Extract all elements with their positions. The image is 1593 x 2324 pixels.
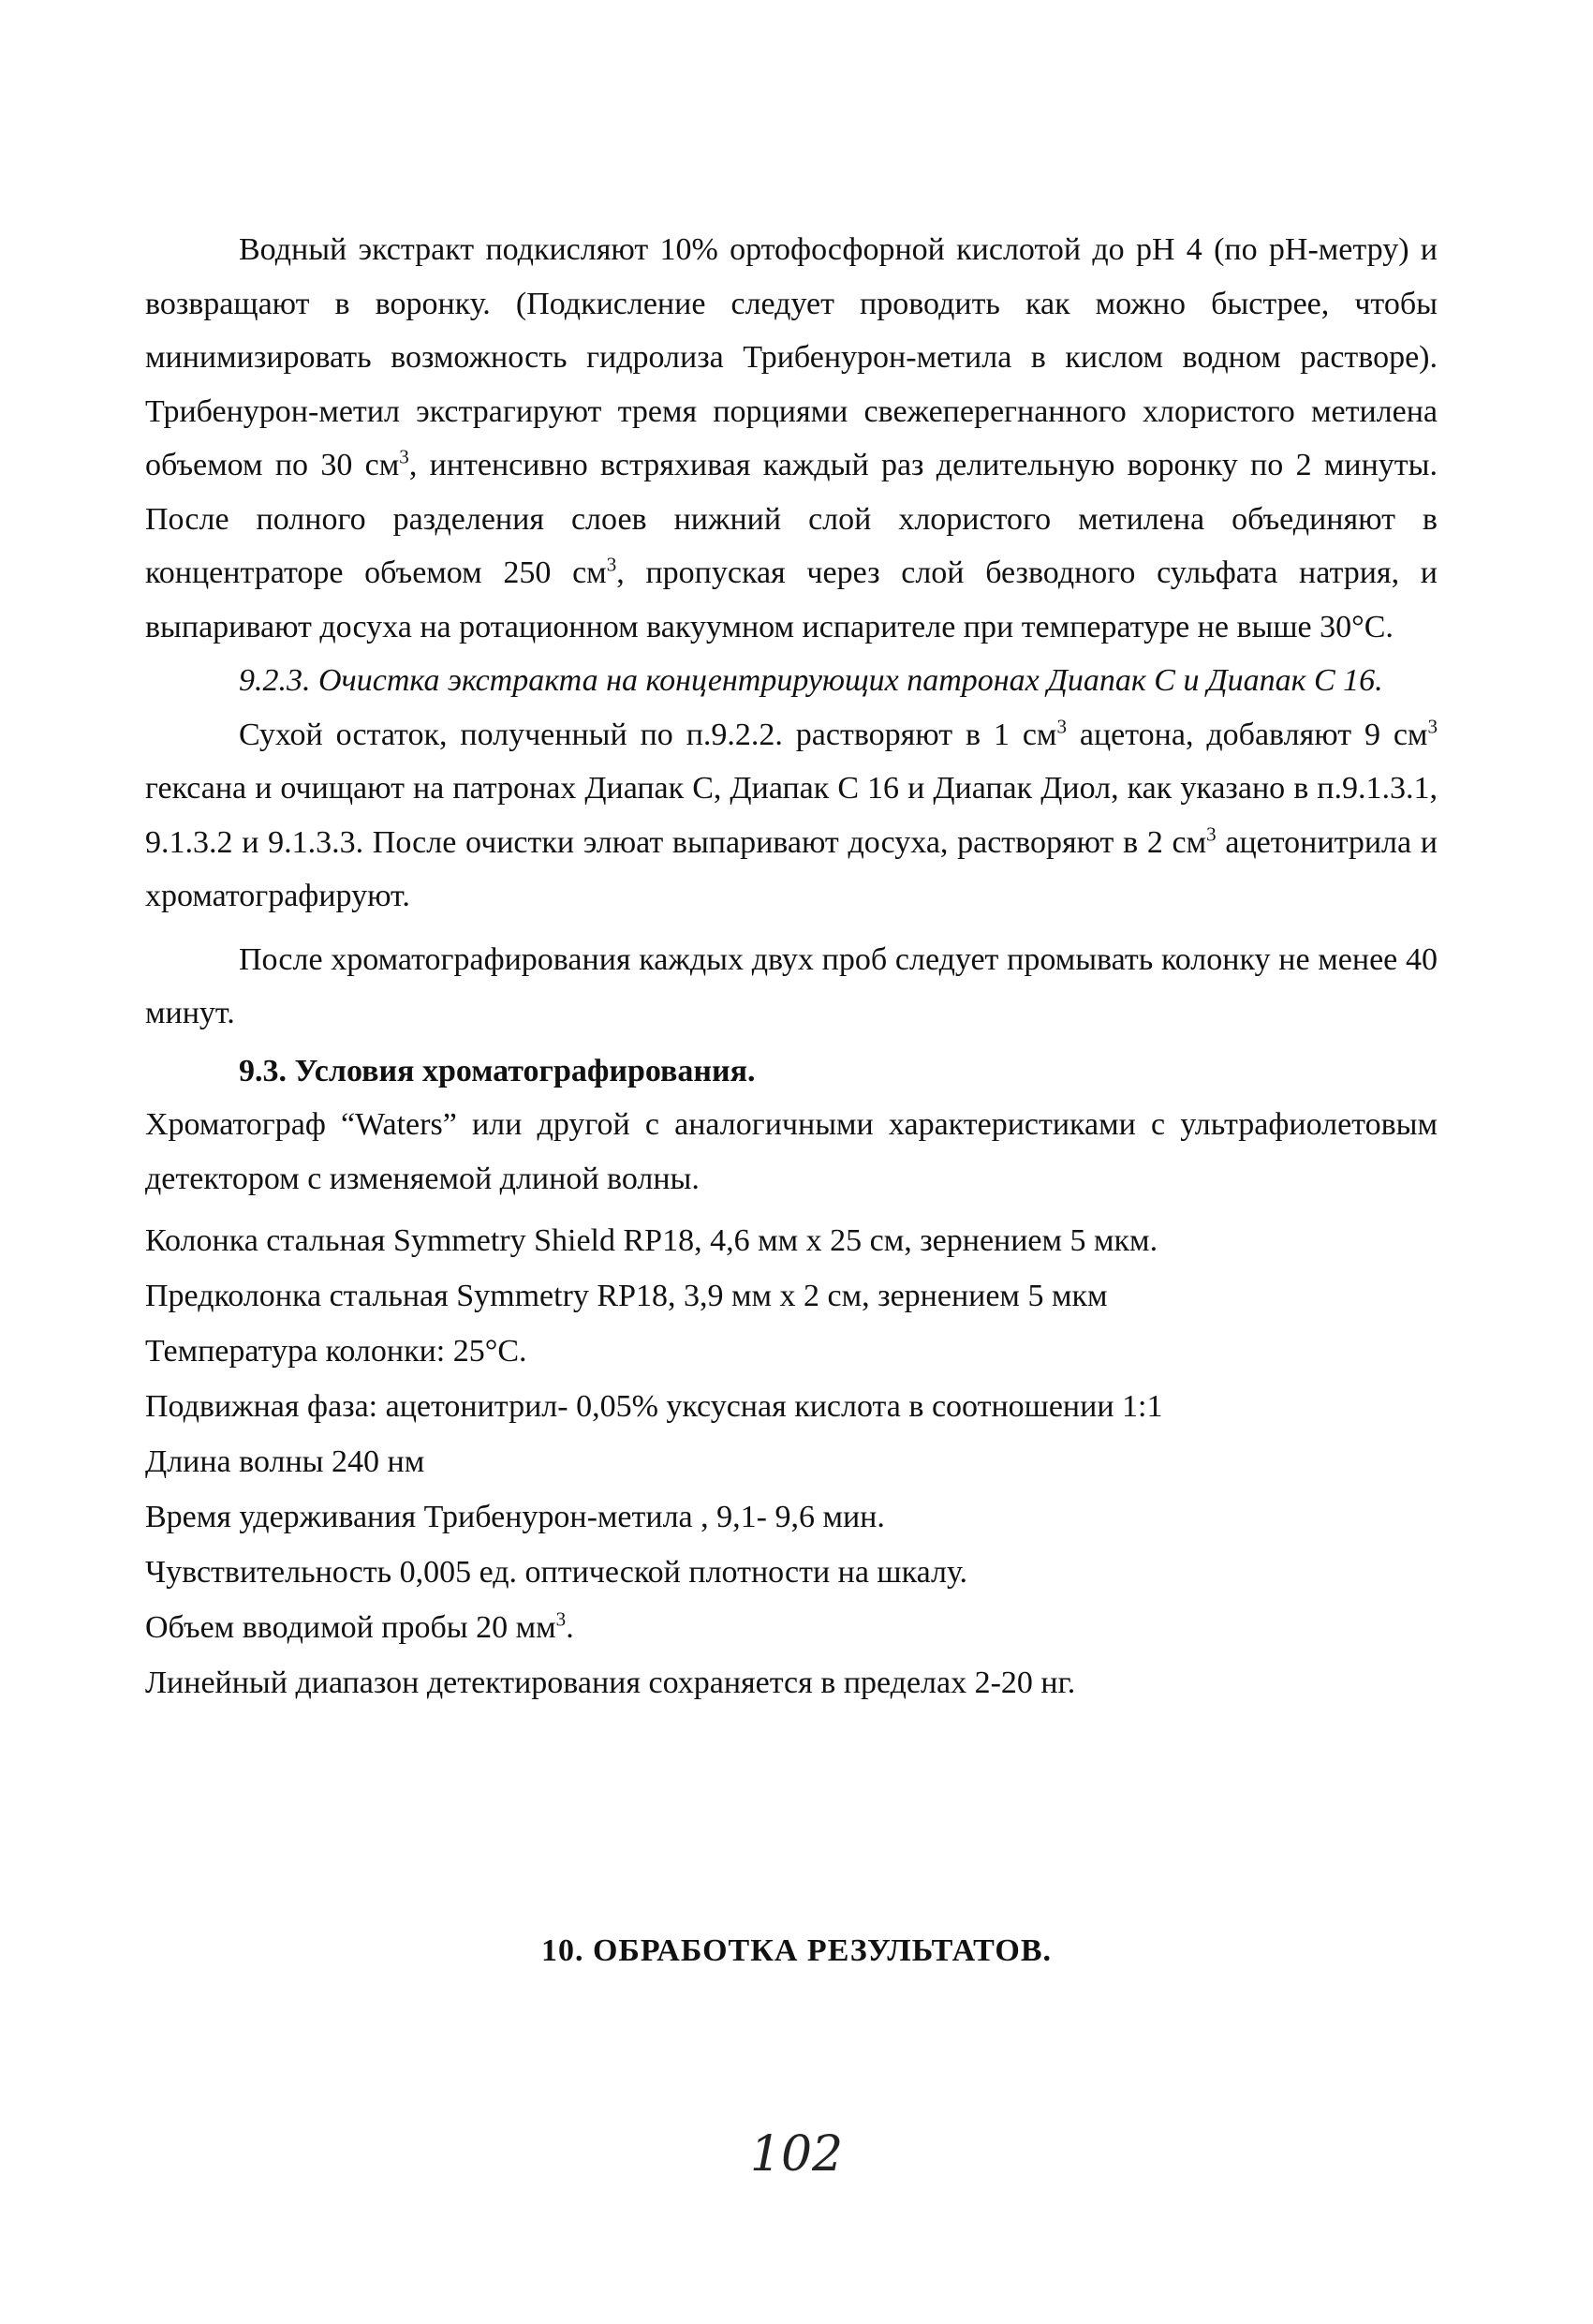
superscript: 3 xyxy=(1056,715,1067,738)
section-10-title: 10. ОБРАБОТКА РЕЗУЛЬТАТОВ. xyxy=(540,1933,1053,1968)
paragraph-cleanup-part-b: ацетона, добавляют 9 см xyxy=(1066,717,1428,752)
paragraph-cleanup-part-a: Сухой остаток, полученный по п.9.2.2. растворяют в 1 см xyxy=(239,717,1057,752)
superscript: 3 xyxy=(1427,715,1438,738)
paragraph-cleanup xyxy=(145,708,1438,924)
paragraph-extraction xyxy=(145,223,1438,654)
handwritten-page-number: 102 xyxy=(749,2126,844,2183)
condition-retention-time: Время удерживания Трибенурон-метила , 9,1- 9,6 мин. xyxy=(145,1500,885,1534)
paragraph-extraction-part-c: , пропуская через слой безводного сульфата натрия, и выпаривают досуха на ротационном вакуумном испарителе при температуре не выше 30°С. xyxy=(145,555,1438,644)
superscript: 3 xyxy=(606,553,617,576)
paragraph-cleanup-part-d: ацетонитрила и хроматографируют. xyxy=(145,824,1438,913)
paragraph-cleanup-part-c: гексана и очищают на патронах Диапак С, Диапак С 16 и Диапак Диол, как указано в п.9.1.3.1, 9.1.3.2 и 9.1.3.3. После очистки элюат выпаривают досуха, растворяют в 2 см xyxy=(145,771,1438,860)
subsection-heading-9-3: 9.3. Условия хроматографирования. xyxy=(239,1053,756,1088)
injection-volume-text: Объем вводимой пробы 20 мм xyxy=(145,1610,556,1645)
condition-wavelength: Длина волны 240 нм xyxy=(145,1444,425,1479)
condition-column: Колонка стальная Symmetry Shield RP18, 4,6 мм х 25 см, зернением 5 мкм. xyxy=(145,1223,1158,1258)
paragraph-extraction-part-a: Водный экстракт подкисляют 10% ортофосфорной кислотой до pH 4 (по pH-метру) и возвращают в воронку. (Подкисление следует проводить как можно быстрее, чтобы минимизировать возможность гидролиза Трибенурон-метила в кислом водном растворе). Трибенурон-метил экстрагируют тремя порциями свежеперегнанного хлористого метилена объемом по 30 см xyxy=(145,232,1438,482)
superscript: 3 xyxy=(399,445,409,468)
condition-sensitivity: Чувствительность 0,005 ед. оптической плотности на шкалу. xyxy=(145,1555,968,1590)
superscript: 3 xyxy=(1206,822,1217,846)
condition-chromatograph: Хроматограф “Waters” или другой с аналогичными характеристиками с ультрафиолетовым детектором с изменяемой длиной волны. xyxy=(145,1107,1438,1196)
condition-precolumn: Предколонка стальная Symmetry RP18, 3,9 мм х 2 см, зернением 5 мкм xyxy=(145,1279,1108,1313)
condition-mobile-phase: Подвижная фаза: ацетонитрил- 0,05% уксусная кислота в соотношении 1:1 xyxy=(145,1389,1163,1424)
paragraph-extraction-part-b: , интенсивно встряхивая каждый раз делительную воронку по 2 минуты. После полного разделения слоев нижний слой хлористого метилена объединяют в концентраторе объемом 250 см xyxy=(145,448,1438,590)
conditions-list xyxy=(145,1213,1438,1710)
subsection-heading-9-2-3: 9.2.3. Очистка экстракта на концентрирующих патронах Диапак С и Диапак С 16. xyxy=(239,663,1383,698)
main-text-block xyxy=(145,223,1438,1206)
condition-temperature: Температура колонки: 25°С. xyxy=(145,1334,527,1369)
condition-injection-volume xyxy=(145,1600,1438,1655)
condition-linear-range: Линейный диапазон детектирования сохраняется в пределах 2-20 нг. xyxy=(145,1665,1076,1700)
paragraph-column-wash: После хроматографирования каждых двух проб следует промывать колонку не менее 40 минут. xyxy=(145,941,1438,1030)
injection-volume-end: . xyxy=(566,1610,574,1645)
superscript: 3 xyxy=(555,1607,567,1631)
